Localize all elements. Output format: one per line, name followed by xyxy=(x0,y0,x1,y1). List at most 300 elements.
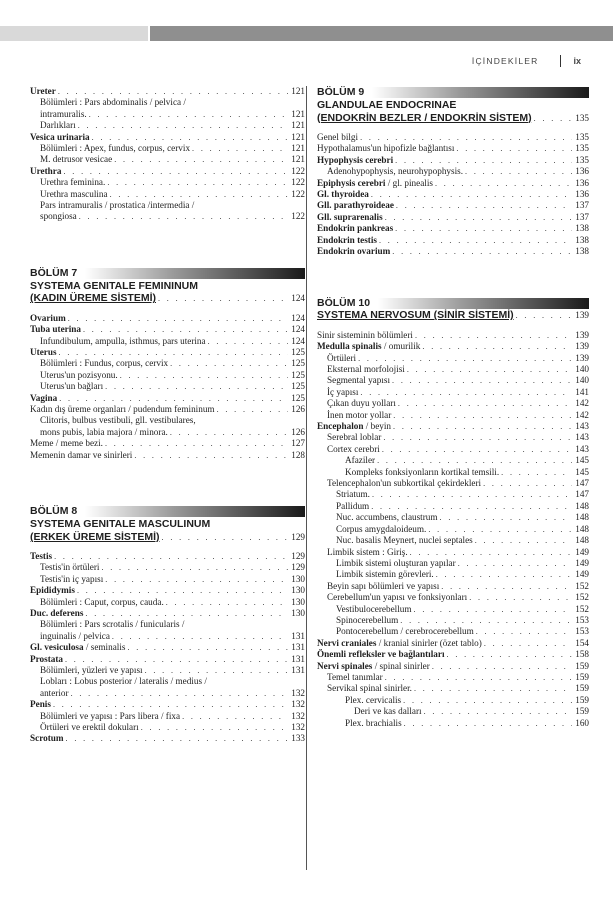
toc-entry-title: Endokrin pankreas xyxy=(317,223,394,234)
leader-dots xyxy=(79,211,288,222)
toc-entry[interactable] xyxy=(30,86,305,97)
toc-entry-title: Ureter xyxy=(30,86,56,96)
toc-entry[interactable] xyxy=(317,223,589,234)
toc-page-number: 152 xyxy=(575,603,589,614)
toc-entry[interactable] xyxy=(317,638,589,649)
toc-entry[interactable] xyxy=(30,154,305,165)
leader-dots xyxy=(403,695,572,706)
leader-dots xyxy=(360,132,572,143)
toc-entry[interactable] xyxy=(30,585,305,596)
toc-page-number: 137 xyxy=(575,211,589,222)
toc-page-number: 149 xyxy=(575,557,589,568)
toc-entry-title: Nuc. accumbens, claustrum xyxy=(336,512,438,523)
toc-entry-title: Medulla spinalis / omurilik xyxy=(317,341,421,352)
toc-page-number: 143 xyxy=(575,421,589,432)
toc-entry-title: Genel bilgi xyxy=(317,131,359,142)
toc-entry[interactable] xyxy=(317,143,589,154)
leader-dots xyxy=(501,467,572,478)
toc-entry-line: Bölümleri : Pars scrotalis / funicularis / xyxy=(40,619,185,630)
chapter-8 xyxy=(30,505,305,543)
toc-entry[interactable] xyxy=(317,364,589,375)
toc-entry[interactable] xyxy=(317,569,589,580)
toc-page-number: 128 xyxy=(291,449,305,460)
leader-dots xyxy=(53,699,288,710)
leader-dots xyxy=(385,672,572,683)
toc-entry[interactable] xyxy=(317,718,589,729)
leader-dots xyxy=(141,722,288,733)
toc-entry-title: Plex. cervicalis xyxy=(345,694,402,705)
leader-dots xyxy=(379,235,572,246)
toc-page-number: 140 xyxy=(575,375,589,386)
leader-dots xyxy=(101,562,288,573)
toc-entry[interactable] xyxy=(317,683,589,694)
toc-entry-title: Encephalon / beyin xyxy=(317,421,392,432)
toc-entry-title: Gl. vesiculosa / seminalis xyxy=(30,642,126,653)
toc-entry-title: Pallidum xyxy=(336,500,370,511)
chapter-title-entry[interactable]: (ERKEK ÜREME SİSTEMİ) . . . 129 xyxy=(30,532,305,543)
leader-dots xyxy=(59,347,288,358)
toc-entry-title: Eksternal morfolojisi xyxy=(327,364,405,374)
chapter-number: BÖLÜM 9 xyxy=(317,86,589,99)
leader-dots xyxy=(66,733,288,744)
chapter-7-entries xyxy=(30,313,305,461)
toc-entry[interactable] xyxy=(30,166,305,177)
toc-entry-title: Önemli refleksler ve bağlantıları xyxy=(317,649,445,660)
toc-page-number: 122 xyxy=(291,177,305,188)
toc-entry[interactable] xyxy=(317,489,589,500)
toc-entry-title: Plex. brachialis xyxy=(345,717,402,728)
toc-entry[interactable] xyxy=(30,711,305,722)
chapter-number: BÖLÜM 10 xyxy=(317,297,589,310)
leader-dots xyxy=(114,154,288,165)
toc-entry[interactable] xyxy=(317,706,589,717)
header-section-title: İÇİNDEKİLER xyxy=(471,56,539,66)
toc-entry-title: Limbik sistemin görevleri. xyxy=(336,569,434,580)
toc-entry-title: Corpus amygdaloideum. xyxy=(336,523,427,534)
toc-page-number: 148 xyxy=(575,500,589,511)
toc-page-number: 149 xyxy=(575,569,589,580)
leader-dots xyxy=(400,615,572,626)
toc-entry-line: Bölümleri : Pars abdominalis / pelvica / xyxy=(40,97,186,108)
leader-dots xyxy=(414,604,572,615)
toc-page-number: 149 xyxy=(575,546,589,557)
toc-entry[interactable] xyxy=(30,324,305,335)
leader-dots xyxy=(398,398,572,409)
leader-dots xyxy=(371,501,572,512)
toc-entry-title: Servikal spinal sinirler. xyxy=(327,683,412,694)
toc-entry[interactable] xyxy=(30,551,305,562)
toc-page-number: 160 xyxy=(575,717,589,728)
toc-entry[interactable] xyxy=(317,547,589,558)
toc-entry-title: Prostata xyxy=(30,653,63,664)
toc-page-number: 159 xyxy=(575,660,589,671)
column-divider xyxy=(306,86,307,870)
toc-page-number: 142 xyxy=(575,398,589,409)
leader-dots xyxy=(441,581,572,592)
toc-entry[interactable] xyxy=(30,381,305,392)
toc-entry-title: Limbik sistemi oluşturan yapılar xyxy=(336,557,456,568)
toc-entry[interactable] xyxy=(30,450,305,461)
toc-entry-title: Limbik sistem : Giriş. xyxy=(327,546,408,557)
toc-entry-title: Bölümleri ve yapısı : Pars libera / fixa xyxy=(40,710,181,721)
toc-entry[interactable] xyxy=(317,200,589,211)
toc-entry[interactable] xyxy=(317,155,589,166)
leader-dots xyxy=(436,569,572,580)
toc-entry-title: Telencephalon'un subkortikal çekirdekleri xyxy=(327,478,482,489)
chapter-9-entries xyxy=(317,132,589,257)
toc-page-number: 139 xyxy=(575,329,589,340)
toc-page-number: 125 xyxy=(291,381,305,392)
toc-page-number: 138 xyxy=(575,223,589,234)
toc-entry-title: Infundibulum, ampulla, isthmus, pars uterina xyxy=(40,335,206,346)
toc-page-number: 137 xyxy=(575,200,589,211)
toc-entry[interactable] xyxy=(317,558,589,569)
toc-page-number: 131 xyxy=(291,665,305,676)
toc-entry[interactable] xyxy=(317,189,589,200)
toc-page-number: 145 xyxy=(575,455,589,466)
toc-entry-title: Ovarium xyxy=(30,312,66,323)
leader-dots xyxy=(166,597,288,608)
toc-page-number: 148 xyxy=(575,512,589,523)
toc-entry[interactable] xyxy=(30,733,305,744)
toc-entry[interactable] xyxy=(30,189,305,200)
toc-page-number: 153 xyxy=(575,626,589,637)
toc-entry[interactable] xyxy=(317,501,589,512)
toc-page-number: 135 xyxy=(575,154,589,165)
toc-page-number: 158 xyxy=(575,649,589,660)
toc-page-number: 131 xyxy=(291,630,305,641)
toc-entry-title: Epiphysis cerebri / gl. pinealis xyxy=(317,177,433,188)
toc-page-number: 159 xyxy=(575,706,589,717)
toc-entry-title: Kompleks fonksiyonların kortikal temsili. xyxy=(345,466,500,477)
toc-entry-title: Çıkan duyu yolları xyxy=(327,398,396,409)
toc-page-number: 159 xyxy=(575,694,589,705)
toc-entry-title: mons pubis, labia majora / minora. xyxy=(40,426,168,437)
toc-entry[interactable] xyxy=(317,421,589,432)
toc-entry[interactable] xyxy=(317,626,589,637)
chapter-title: SYSTEMA GENITALE FEMININUM xyxy=(30,279,198,292)
toc-entry-title: Pontocerebellum / cerebrocerebellum xyxy=(336,626,474,637)
toc-page-number: 129 xyxy=(291,562,305,573)
toc-entry[interactable] xyxy=(317,398,589,409)
toc-page-number: 142 xyxy=(575,409,589,420)
toc-entry-title: Afaziler xyxy=(345,455,376,466)
chapter-title: SYSTEMA GENITALE MASCULINUM xyxy=(30,518,211,531)
toc-entry[interactable] xyxy=(30,699,305,710)
toc-entry[interactable] xyxy=(317,512,589,523)
leader-dots xyxy=(217,404,288,415)
toc-entry[interactable] xyxy=(317,178,589,189)
chapter-gradient-bar xyxy=(85,506,305,517)
toc-entry-title: Beyin sapı bölümleri ve yapısı xyxy=(327,580,440,591)
leader-dots xyxy=(382,444,572,455)
toc-entry-title: Adenohypophysis, neurohypophysis. xyxy=(327,166,464,177)
toc-entry-title: Gl. thyroidea xyxy=(317,188,369,199)
toc-entry[interactable] xyxy=(30,109,305,120)
toc-page-number: 124 xyxy=(291,335,305,346)
leader-dots xyxy=(105,438,288,449)
toc-entry[interactable] xyxy=(30,562,305,573)
toc-page-number: 130 xyxy=(291,596,305,607)
leader-dots xyxy=(371,189,572,200)
leader-dots xyxy=(58,86,288,97)
toc-entry-title: Örtüleri xyxy=(327,352,357,363)
chapter-8-entries xyxy=(30,551,305,745)
toc-entry-title: Bölümleri : Caput, corpus, cauda. xyxy=(40,596,164,607)
toc-entry-title: Sinir sisteminin bölümleri xyxy=(317,329,413,340)
toc-page-number: 130 xyxy=(291,608,305,618)
toc-page-number: 147 xyxy=(575,489,589,500)
leader-dots xyxy=(395,223,572,234)
toc-page-number: 133 xyxy=(291,733,305,744)
toc-page-number: 138 xyxy=(575,245,589,256)
toc-page-number: 132 xyxy=(291,687,305,698)
toc-entry-title: Endokrin testis xyxy=(317,234,377,245)
toc-entry[interactable] xyxy=(30,358,305,369)
toc-entry[interactable] xyxy=(317,615,589,626)
toc-page-number: 136 xyxy=(575,188,589,199)
toc-entry-title: Örtüleri ve erektil dokuları xyxy=(40,722,139,733)
toc-page-number: 159 xyxy=(575,683,589,694)
leader-dots xyxy=(360,387,572,398)
toc-entry-title: Endokrin ovarium xyxy=(317,245,391,256)
toc-entry-title: İnen motor yollar xyxy=(327,409,392,420)
toc-page-number: 148 xyxy=(575,523,589,534)
toc-entry[interactable] xyxy=(317,410,589,421)
toc-entry[interactable] xyxy=(30,688,305,699)
leader-dots xyxy=(107,177,288,188)
toc-entry-title: Cerebellum'un yapısı ve fonksiyonları xyxy=(327,592,468,603)
toc-entry[interactable] xyxy=(30,631,305,642)
chapter-title-entry[interactable]: (ENDOKRİN BEZLER / ENDOKRİN SİSTEM) . . . 135 xyxy=(317,113,589,124)
toc-entry[interactable] xyxy=(30,642,305,653)
toc-entry[interactable] xyxy=(317,341,589,352)
toc-entry[interactable] xyxy=(30,177,305,188)
toc-page-number: 139 xyxy=(575,352,589,363)
leader-dots xyxy=(422,341,572,352)
leader-dots xyxy=(59,393,288,404)
toc-entry[interactable] xyxy=(317,524,589,535)
toc-entry-title: Tuba uterina xyxy=(30,324,81,335)
toc-entry-title: Hypothalamus'un hipofizle bağlantısı xyxy=(317,143,455,154)
toc-page-number: 131 xyxy=(291,642,305,653)
toc-page-number: 125 xyxy=(291,392,305,403)
leader-dots xyxy=(208,336,288,347)
toc-page-number: 135 xyxy=(575,143,589,154)
toc-entry-title: Nervi craniales / kranial sinirler (özet tablo) xyxy=(317,637,482,648)
leader-dots xyxy=(407,364,572,375)
toc-entry[interactable] xyxy=(30,211,305,222)
toc-page-number: 148 xyxy=(575,535,589,546)
toc-entry[interactable] xyxy=(317,246,589,257)
toc-entry-title: İç yapısı xyxy=(327,386,359,397)
toc-entry-title: anterior xyxy=(40,687,69,698)
toc-page-number: 126 xyxy=(291,426,305,437)
toc-entry[interactable] xyxy=(317,353,589,364)
leader-dots xyxy=(395,155,572,166)
leader-dots xyxy=(134,450,288,461)
toc-page-number: 121 xyxy=(291,143,305,154)
toc-page-number: 145 xyxy=(575,466,589,477)
toc-entry[interactable] xyxy=(317,387,589,398)
toc-entry[interactable] xyxy=(30,393,305,404)
leader-dots xyxy=(127,642,288,653)
leader-dots xyxy=(424,706,572,717)
toc-page-number: 121 xyxy=(291,108,305,119)
toc-entry-title: Deri ve kas dalları xyxy=(354,706,422,717)
toc-page-number: 124 xyxy=(291,312,305,323)
toc-entry[interactable] xyxy=(30,427,305,438)
toc-entry-title: inguinalis / pelvica xyxy=(40,630,110,641)
toc-entry[interactable] xyxy=(317,467,589,478)
toc-entry-title: Vagina xyxy=(30,392,58,403)
toc-entry-title: Nuc. basalis Meynert, nuclei septales xyxy=(336,535,473,546)
toc-page-number: 121 xyxy=(291,86,305,96)
leader-dots xyxy=(393,410,572,421)
leader-dots xyxy=(404,718,572,729)
leader-dots xyxy=(358,353,572,364)
toc-entry-title: Vestibulocerebellum xyxy=(336,603,412,614)
toc-entry[interactable] xyxy=(30,608,305,619)
toc-page-number: 139 xyxy=(575,341,589,352)
toc-entry[interactable] xyxy=(317,166,589,177)
toc-page-number: 138 xyxy=(575,234,589,245)
toc-entry[interactable] xyxy=(317,330,589,341)
chapter-gradient-bar xyxy=(372,87,589,98)
toc-entry[interactable] xyxy=(30,120,305,131)
leader-dots xyxy=(456,143,572,154)
toc-entry[interactable] xyxy=(30,313,305,324)
toc-entry[interactable] xyxy=(30,597,305,608)
toc-entry-title: Striatum. xyxy=(336,489,370,500)
toc-entry-title: Memenin damar ve sinirleri xyxy=(30,449,133,460)
toc-entry[interactable] xyxy=(30,336,305,347)
toc-entry[interactable] xyxy=(30,574,305,585)
leader-dots xyxy=(469,592,572,603)
toc-entry-title: Uterus'un pozisyonu. xyxy=(40,369,118,380)
toc-entry[interactable] xyxy=(317,661,589,672)
leader-dots xyxy=(170,427,288,438)
leader-dots xyxy=(68,313,288,324)
leader-dots xyxy=(392,246,572,257)
leader-dots xyxy=(435,178,572,189)
toc-entry[interactable] xyxy=(30,654,305,665)
toc-entry[interactable] xyxy=(30,438,305,449)
toc-entry-title: Bölümleri : Apex, fundus, corpus, cervix xyxy=(40,143,191,154)
leader-dots xyxy=(63,166,288,177)
toc-entry[interactable] xyxy=(30,143,305,154)
toc-entry-title: Urethra feminina. xyxy=(40,177,106,188)
toc-entry-title: Temel tanımlar xyxy=(327,671,383,682)
chapter-title-entry[interactable]: (KADIN ÜREME SİSTEMİ) . . . 124 xyxy=(30,293,305,304)
leader-dots xyxy=(484,638,572,649)
toc-entry[interactable] xyxy=(317,592,589,603)
toc-entry[interactable] xyxy=(317,604,589,615)
toc-page-number: 132 xyxy=(291,699,305,710)
toc-page-number: 153 xyxy=(575,614,589,625)
chapter-gradient-bar xyxy=(85,268,305,279)
chapter-9 xyxy=(317,86,589,124)
header-separator xyxy=(560,55,561,67)
toc-entry-line: Lobları : Lobus posterior / lateralis / medius / xyxy=(40,676,207,687)
toc-page-number: 131 xyxy=(291,653,305,664)
toc-page-number: 130 xyxy=(291,573,305,584)
toc-entry[interactable] xyxy=(30,665,305,676)
chapter-title-entry[interactable]: SYSTEMA NERVOSUM (SİNİR SİSTEMİ) . . . 139 xyxy=(317,310,589,321)
toc-entry-title: Serebral loblar xyxy=(327,432,382,443)
chapter-number: BÖLÜM 8 xyxy=(30,505,305,518)
toc-entry-title: Gll. parathyroideae xyxy=(317,200,394,211)
leader-dots xyxy=(71,688,288,699)
toc-page-number: 132 xyxy=(291,710,305,721)
toc-entry[interactable] xyxy=(317,672,589,683)
top-bar-dark xyxy=(150,26,613,41)
leader-dots xyxy=(475,535,572,546)
toc-entry[interactable] xyxy=(317,695,589,706)
toc-entry[interactable] xyxy=(30,347,305,358)
leader-dots xyxy=(428,524,572,535)
chapter-10 xyxy=(317,297,589,321)
toc-entry[interactable] xyxy=(30,132,305,143)
toc-entry[interactable] xyxy=(30,722,305,733)
ureter-section xyxy=(30,86,305,223)
leader-dots xyxy=(77,585,288,596)
toc-entry-title: Urethra masculina xyxy=(40,188,108,199)
chapter-number: BÖLÜM 7 xyxy=(30,267,305,280)
toc-page-number: 125 xyxy=(291,358,305,369)
toc-page-number: 152 xyxy=(575,580,589,591)
leader-dots xyxy=(410,547,572,558)
toc-page-number: 136 xyxy=(575,177,589,188)
toc-page-number: 143 xyxy=(575,432,589,443)
toc-page-number: 140 xyxy=(575,364,589,374)
toc-page-number: 129 xyxy=(291,550,305,561)
leader-dots xyxy=(447,649,572,660)
toc-page-number: 154 xyxy=(575,637,589,648)
toc-entry-line: Clitoris, bulbus vestibuli, gll. vestibulares, xyxy=(40,415,196,426)
toc-entry[interactable] xyxy=(30,404,305,415)
toc-entry[interactable] xyxy=(317,581,589,592)
leader-dots xyxy=(170,358,288,369)
toc-page-number: 126 xyxy=(291,404,305,415)
toc-entry[interactable] xyxy=(317,212,589,223)
chapter-7 xyxy=(30,267,305,305)
toc-entry[interactable] xyxy=(317,649,589,660)
toc-page-number: 121 xyxy=(291,120,305,131)
leader-dots xyxy=(392,375,572,386)
leader-dots xyxy=(372,489,572,500)
toc-entry[interactable] xyxy=(317,478,589,489)
leader-dots xyxy=(105,381,288,392)
leader-dots xyxy=(383,432,572,443)
toc-entry-title: Bölümleri : Fundus, corpus, cervix xyxy=(40,358,169,369)
toc-page-number: 135 xyxy=(575,131,589,142)
toc-entry[interactable] xyxy=(30,370,305,381)
toc-entry[interactable] xyxy=(317,444,589,455)
toc-entry-title: Duc. deferens xyxy=(30,608,84,618)
toc-entry[interactable] xyxy=(317,235,589,246)
toc-entry[interactable] xyxy=(317,375,589,386)
toc-page-number: 121 xyxy=(291,154,305,165)
toc-page-number: 122 xyxy=(291,188,305,199)
toc-entry[interactable] xyxy=(317,535,589,546)
toc-entry-title: Meme / meme bezi. xyxy=(30,438,103,449)
toc-entry[interactable] xyxy=(317,432,589,443)
toc-entry[interactable] xyxy=(317,132,589,143)
toc-page-number: 159 xyxy=(575,671,589,682)
toc-entry-title: Spinocerebellum xyxy=(336,614,399,625)
toc-entry[interactable] xyxy=(317,455,589,466)
